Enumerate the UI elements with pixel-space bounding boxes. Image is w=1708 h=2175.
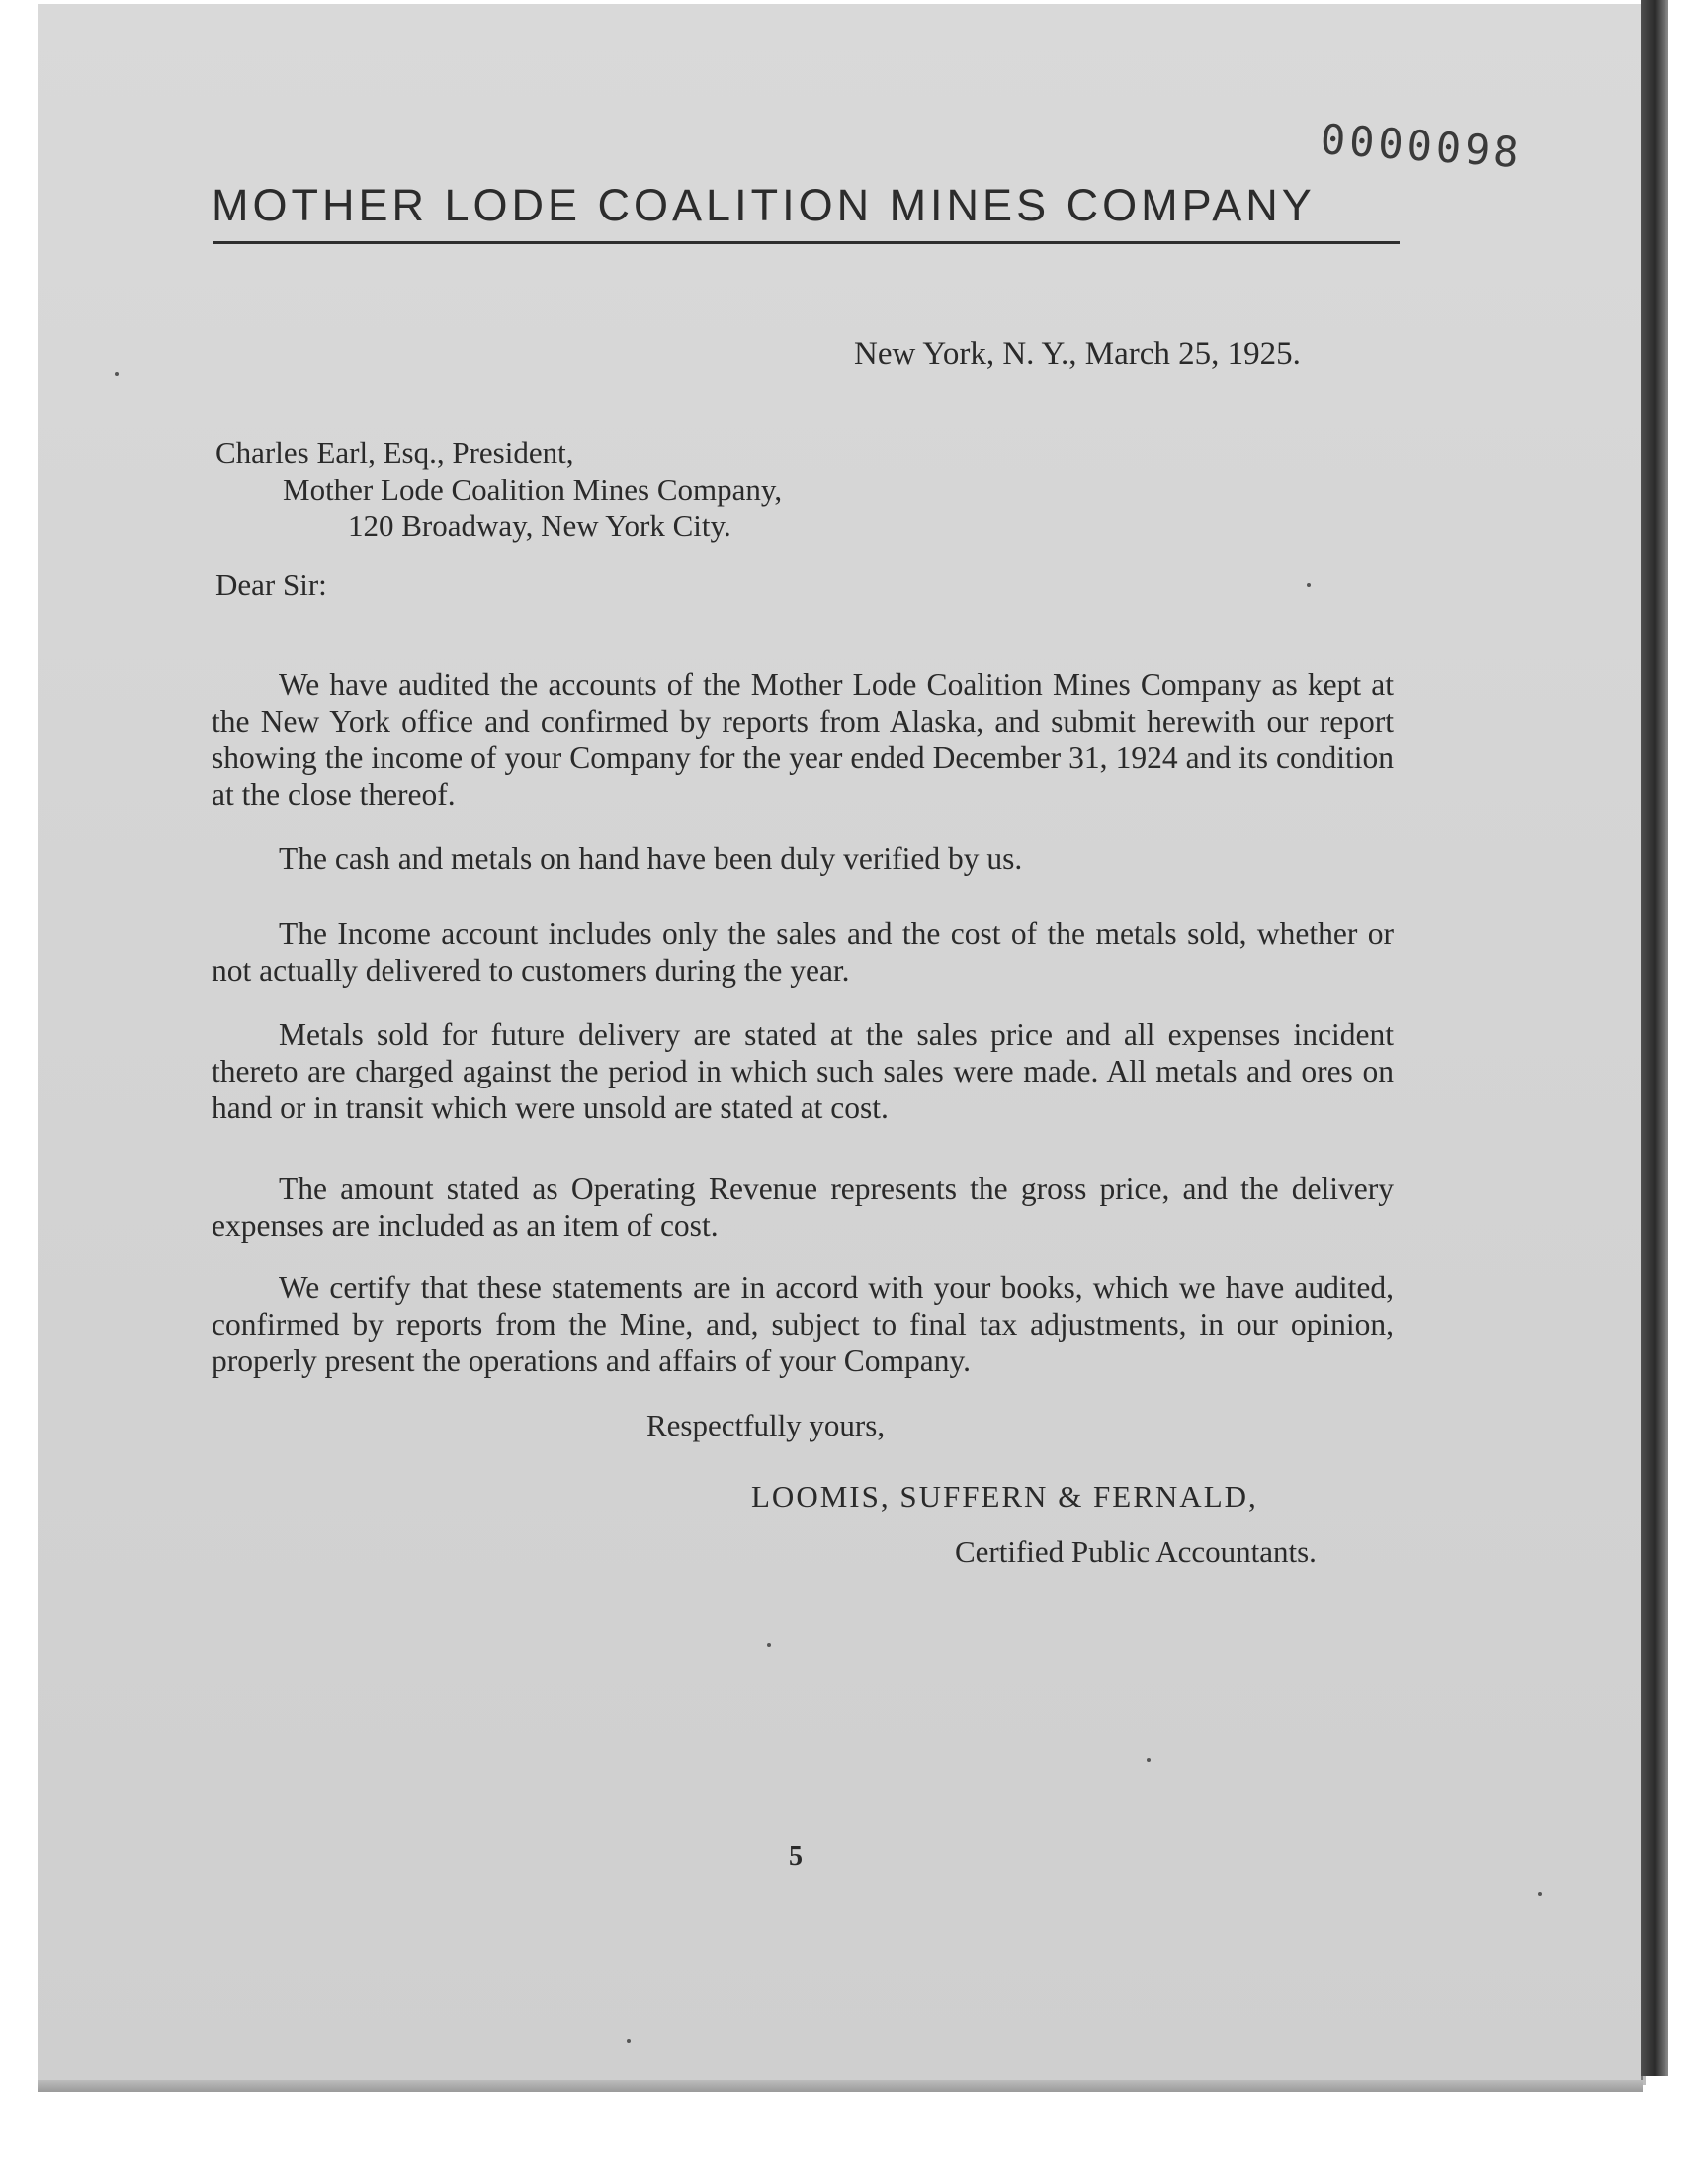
signatory-firm: LOOMIS, SUFFERN & FERNALD, (751, 1479, 1258, 1514)
body-paragraph-6: We certify that these statements are in accord with your books, which we have audited, confirmed by reports from the Mine, and, subject to final tax adjustments, in our opinion, properly present the operations and affairs of your Company. (212, 1269, 1394, 1378)
letterhead-rule (214, 241, 1400, 244)
body-paragraph-5: The amount stated as Operating Revenue represents the gross price, and the delivery expenses are included as an item of cost. (212, 1171, 1394, 1243)
paper-speck (1307, 583, 1311, 587)
scanner-edge (1641, 0, 1668, 2076)
addressee-line-3: 120 Broadway, New York City. (348, 508, 731, 543)
date-line: New York, N. Y., March 25, 1925. (854, 336, 1301, 372)
paper-speck (627, 2039, 631, 2043)
paper-speck (767, 1643, 771, 1647)
paper-speck (1147, 1758, 1151, 1762)
signatory-title: Certified Public Accountants. (955, 1534, 1317, 1569)
body-paragraph-4: Metals sold for future delivery are stated at the sales price and all expenses incident thereto are charged against the period in which such sales were made. All metals and ores on hand or in transit which were unsold are stated at cost. (212, 1016, 1394, 1125)
page-number: 5 (789, 1841, 803, 1871)
body-paragraph-3: The Income account includes only the sales and the cost of the metals sold, whether or not actually delivered to customers during the year. (212, 915, 1394, 988)
document-stamp-number: 0000098 (1319, 115, 1525, 178)
paper-speck (115, 372, 119, 376)
scanner-edge-bottom (38, 2080, 1643, 2092)
letterhead-title: MOTHER LODE COALITION MINES COMPANY (212, 180, 1316, 230)
salutation: Dear Sir: (215, 567, 327, 602)
body-paragraph-2: The cash and metals on hand have been duly verified by us. (279, 840, 1023, 876)
body-paragraph-1: We have audited the accounts of the Mother Lode Coalition Mines Company as kept at the New York office and confirmed by reports from Alaska, and submit herewith our report showing the income of your Company for the year ended December 31, 1924 and its condition at the close thereof. (212, 666, 1394, 812)
addressee-line-1: Charles Earl, Esq., President, (215, 435, 574, 470)
paper-speck (1538, 1892, 1542, 1896)
addressee-line-2: Mother Lode Coalition Mines Company, (283, 473, 783, 507)
closing: Respectfully yours, (646, 1408, 886, 1442)
